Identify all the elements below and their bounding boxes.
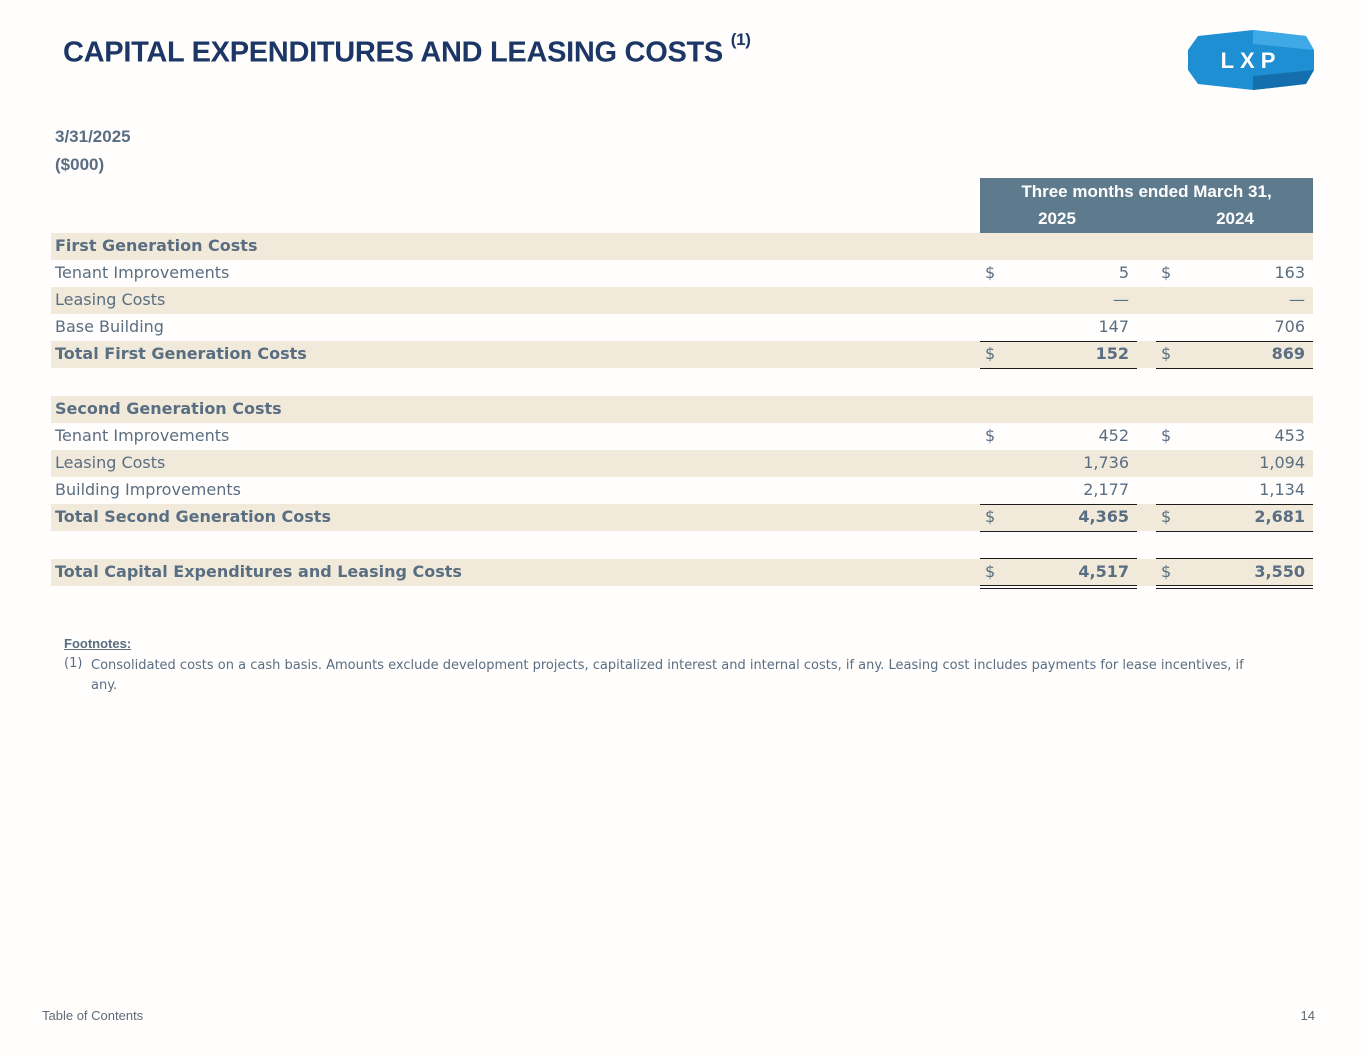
- report-date: 3/31/2025: [55, 127, 131, 146]
- row-label: Total Capital Expenditures and Leasing Costs: [55, 562, 462, 581]
- rule: [1156, 558, 1313, 559]
- currency-symbol: $: [985, 426, 996, 445]
- row-label: Total Second Generation Costs: [55, 507, 331, 526]
- currency-symbol: $: [1161, 562, 1172, 581]
- year-2024-header: 2024: [1216, 209, 1254, 228]
- rule: [980, 368, 1137, 369]
- row-label: Total First Generation Costs: [55, 344, 307, 363]
- currency-symbol: $: [1161, 263, 1172, 282]
- rule: [980, 531, 1137, 532]
- footnote-text: Consolidated costs on a cash basis. Amounts exclude development projects, capitalized interest and internal costs, if any. Leasing cost includes payments for lease incentives, if any.: [91, 658, 1244, 693]
- table-row-total: [51, 341, 1313, 368]
- value-2025: 4,365: [1078, 507, 1129, 526]
- value-2025: —: [1113, 290, 1129, 309]
- table-row: [51, 450, 1313, 477]
- double-rule: [980, 585, 1137, 586]
- rule: [1156, 531, 1313, 532]
- row-label: Leasing Costs: [55, 290, 166, 309]
- value-2024: 706: [1274, 317, 1305, 336]
- value-2024: 163: [1274, 263, 1305, 282]
- row-label: Leasing Costs: [55, 453, 166, 472]
- value-2025: 1,736: [1083, 453, 1129, 472]
- footnotes-title: Footnotes:: [64, 636, 132, 651]
- value-2025: 452: [1098, 426, 1129, 445]
- row-label: First Generation Costs: [55, 236, 258, 255]
- currency-symbol: $: [1161, 426, 1172, 445]
- page-title: CAPITAL EXPENDITURES AND LEASING COSTS $^{(1)}$: [63, 30, 751, 69]
- table-row: [51, 396, 1313, 423]
- rule: [1156, 341, 1313, 342]
- year-2025-header: 2025: [1038, 209, 1076, 228]
- row-label: Tenant Improvements: [55, 263, 230, 282]
- table-row-total: [51, 504, 1313, 531]
- value-2024: 3,550: [1254, 562, 1305, 581]
- value-2025: 152: [1095, 344, 1129, 363]
- currency-symbol: $: [985, 562, 996, 581]
- rule: [980, 504, 1137, 505]
- title-footnote-marker: (1): [730, 30, 751, 49]
- value-2025: 5: [1118, 263, 1129, 282]
- table-row: [51, 423, 1313, 450]
- value-2024: 1,134: [1259, 480, 1305, 499]
- double-rule: [980, 588, 1137, 589]
- value-2024: 2,681: [1254, 507, 1305, 526]
- table-row: [51, 314, 1313, 341]
- currency-symbol: $: [1161, 507, 1172, 526]
- table-row: [51, 233, 1313, 260]
- period-header: Three months ended March 31,: [1021, 182, 1272, 201]
- value-2024: 869: [1271, 344, 1305, 363]
- value-2024: 453: [1274, 426, 1305, 445]
- rule: [1156, 504, 1313, 505]
- row-label: Building Improvements: [55, 480, 241, 499]
- page-number: 14: [1300, 1008, 1315, 1023]
- units-label: ($000): [55, 155, 105, 174]
- column-header: [980, 178, 1313, 233]
- value-2025: 147: [1098, 317, 1129, 336]
- currency-symbol: $: [1161, 344, 1172, 363]
- table-row: [51, 477, 1313, 504]
- row-label: Second Generation Costs: [55, 399, 282, 418]
- table-row: [51, 287, 1313, 314]
- lxp-logo: [1188, 30, 1314, 90]
- currency-symbol: $: [985, 263, 996, 282]
- rule: [1156, 368, 1313, 369]
- currency-symbol: $: [985, 507, 996, 526]
- row-label: Base Building: [55, 317, 164, 336]
- value-2025: 2,177: [1083, 480, 1129, 499]
- table-of-contents-link[interactable]: Table of Contents: [42, 1008, 144, 1023]
- rule: [980, 341, 1137, 342]
- table-row: [51, 260, 1313, 287]
- double-rule: [1156, 588, 1313, 589]
- table-row-grand-total: [51, 559, 1313, 586]
- value-2024: —: [1289, 290, 1305, 309]
- double-rule: [1156, 585, 1313, 586]
- logo-text: LXP: [1220, 48, 1282, 73]
- value-2025: 4,517: [1078, 562, 1129, 581]
- rule: [980, 558, 1137, 559]
- value-2024: 1,094: [1259, 453, 1305, 472]
- row-label: Tenant Improvements: [55, 426, 230, 445]
- currency-symbol: $: [985, 344, 996, 363]
- footnote-number: (1): [64, 656, 83, 671]
